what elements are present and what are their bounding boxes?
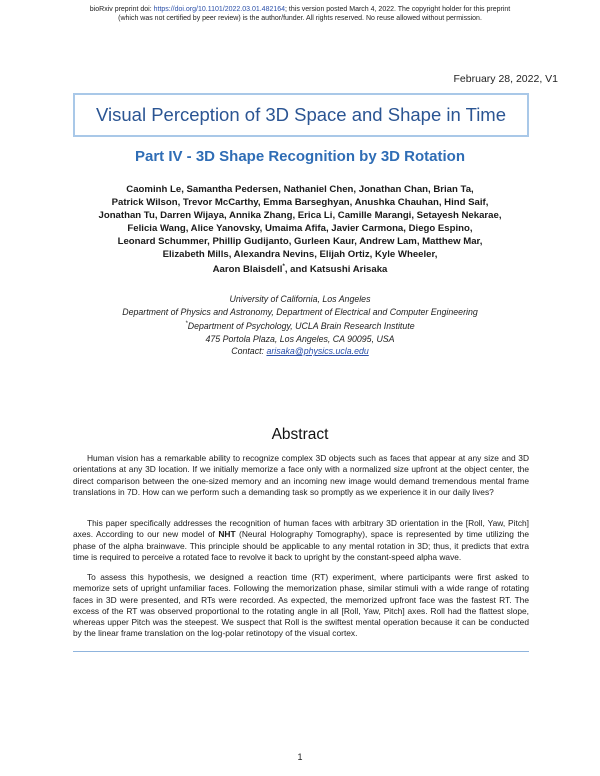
paper-title: Visual Perception of 3D Space and Shape in Time	[96, 104, 506, 125]
preprint-prefix: bioRxiv preprint doi:	[89, 6, 154, 13]
address: 475 Portola Plaza, Los Angeles, CA 90095, USA	[205, 333, 395, 344]
contact-label: Contact:	[231, 346, 267, 357]
author-footnote-mark: *	[282, 264, 285, 270]
author-line: Leonard Schummer, Phillip Gudijanto, Gurleen Kaur, Andrew Lam, Matthew Mar,	[117, 236, 483, 247]
version-date: February 28, 2022, V1	[453, 73, 558, 85]
abstract-heading: Abstract	[271, 426, 329, 443]
author-name: Aaron Blaisdell	[212, 264, 283, 276]
paper-subtitle: Part IV - 3D Shape Recognition by 3D Rotation	[134, 148, 466, 165]
abstract-text: This paper specifically addresses the recognition of human faces with arbitrary 3D orientation in the [Roll, Yaw, Pitch] axes. According to our new model of	[73, 518, 529, 540]
preprint-notice	[0, 6, 600, 23]
page-number: 1	[297, 752, 303, 762]
author-name: , and Katsushi Arisaka	[284, 264, 388, 276]
preprint-line-1-rest: ; this version posted March 4, 2022. The copyright holder for this preprint	[285, 6, 511, 13]
author-line: Elizabeth Mills, Alexandra Nevins, Elijah Ortiz, Kyle Wheeler,	[162, 249, 438, 260]
title-box	[73, 93, 529, 137]
author-line	[70, 261, 530, 276]
contact-email-link[interactable]: arisaka@physics.ucla.edu	[266, 346, 369, 357]
abstract-paragraph-3: To assess this hypothesis, we designed a reaction time (RT) experiment, where participants were first asked to memorize sets of upright unfamiliar faces. Following the memorization phase, similar stimuli with a wide range of rotating faces in 3D were presented, and RTs were recorded. As expected, the memorized upfront face was the fastest RT. The excess of the RT was observed proportional to the rotating angle in all [Roll, Yaw, Pitch] axes. Roll had the flattest slope, whereas upper Pitch was the steepest. We suspect that Roll is the swiftest mental operation because it can be conducted by the linear frame translation on the log-polar retinotopy of the visual cortex.	[73, 572, 529, 639]
section-divider	[73, 651, 529, 652]
abstract-paragraph-2	[73, 518, 529, 563]
department-footnote-mark: *	[185, 321, 188, 328]
preprint-notice-line-1	[0, 6, 600, 15]
nht-term: NHT	[218, 529, 236, 540]
author-line: Felicia Wang, Alice Yanovsky, Umaima Afifa, Javier Carmona, Diego Espino,	[127, 223, 473, 234]
contact	[60, 345, 540, 358]
university: University of California, Los Angeles	[229, 294, 371, 304]
affiliation-block	[60, 293, 540, 358]
abstract-text: (Neural Holography Tomography), space is represented by time utilizing the phase of the alpha brainwave. This principle should be applicable to any mental rotation in 3D; thus, it predicts that extra time is required to perceive a rotated face to revolve it back to upright by the constant-speed alpha wave.	[73, 529, 529, 562]
department-1: Department of Physics and Astronomy, Department of Electrical and Computer Engineering	[122, 306, 478, 317]
author-line: Jonathan Tu, Darren Wijaya, Annika Zhang, Erica Li, Camille Marangi, Setayesh Nekarae,	[98, 210, 502, 221]
author-line: Patrick Wilson, Trevor McCarthy, Emma Barseghyan, Anushka Chauhan, Hind Saif,	[111, 197, 489, 208]
preprint-notice-line-2: (which was not certified by peer review) is the author/funder. All rights reserved. No reuse allowed without permission.	[118, 14, 482, 22]
department-2	[60, 318, 540, 333]
author-line: Caominh Le, Samantha Pedersen, Nathaniel Chen, Jonathan Chan, Brian Ta,	[126, 184, 474, 195]
abstract-paragraph-1: Human vision has a remarkable ability to recognize complex 3D objects such as faces that appear at any size and 3D orientations at any 3D location. If we initially memorize a face only with a normalized size upfront at the object center, the direct comparison between the one-sized memory and an incoming new image would demand tremendous mental frame translations in 7D. How can we perform such a demanding task so promptly as we experience it in our daily lives?	[73, 453, 529, 497]
doi-link[interactable]: https://doi.org/10.1101/2022.03.01.482164	[153, 6, 286, 13]
author-list	[70, 183, 530, 276]
department-2-text: Department of Psychology, UCLA Brain Research Institute	[187, 321, 415, 332]
